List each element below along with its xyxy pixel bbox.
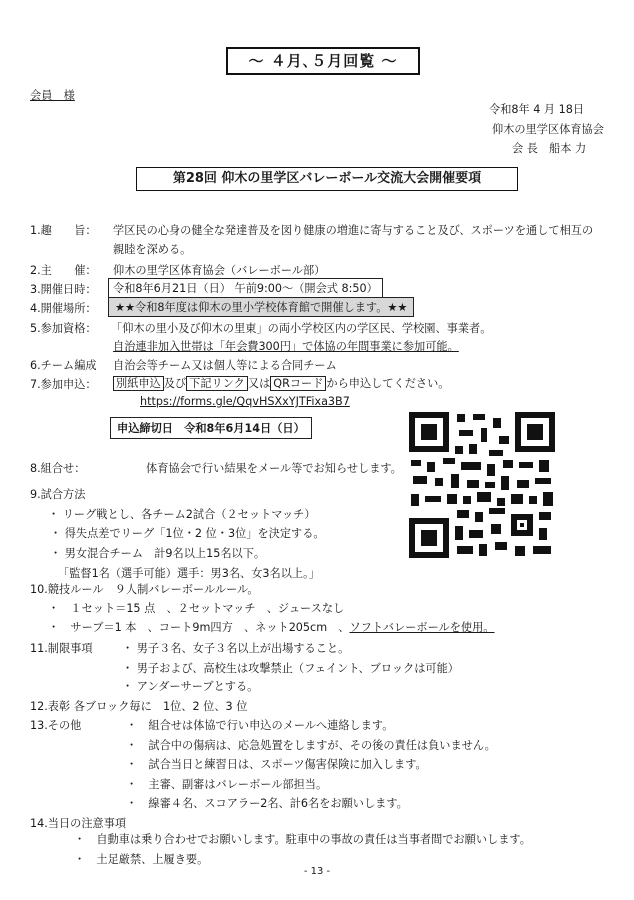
- s13-item: ・ 組合せは体協で行い申込のメールへ連絡します。: [126, 719, 394, 732]
- deadline-box: 申込締切日 令和8年6月14日（日）: [110, 417, 312, 439]
- s13-item: ・ 試合当日と練習日は、スポーツ傷害保険に加入します。: [126, 758, 427, 771]
- s13-item: ・ 試合中の傷病は、応急処置をしますが、その後の責任は負いません。: [126, 739, 496, 752]
- s11-label: 11.制限事項: [30, 642, 93, 655]
- s13-item: ・ 主審、副審はバレーボール部担当。: [126, 778, 328, 791]
- s5-label: 5.参加資格：: [30, 322, 97, 335]
- s1-label: 1.趣 旨：: [30, 224, 97, 237]
- s10-item: ・ １セット＝15 点 、２セットマッチ 、ジュースなし: [48, 602, 345, 615]
- s7-or: 又は: [247, 377, 271, 390]
- s7-qr-label: QRコード: [270, 376, 326, 391]
- s1-line2: 親睦を深める。: [113, 243, 192, 256]
- s10-serve-text: ・ サーブ＝1 本 、コート9m四方 、ネット205cm 、: [48, 621, 350, 634]
- qr-code-icon[interactable]: [407, 410, 557, 560]
- circular-banner: ～ ４月､５月回覧 ～: [226, 47, 420, 75]
- s7-apply-tail: から申込してください。: [326, 377, 450, 390]
- s4-text: ★★令和8年度は仰木の里小学校体育館で開催します。★★: [108, 297, 414, 317]
- s14-label: 14.当日の注意事項: [30, 817, 127, 830]
- s7-link: 下記リンク: [186, 376, 248, 391]
- s11-item: ・ 男子３名、女子３名以上が出場すること。: [122, 642, 350, 655]
- s10-item: [48, 619, 494, 635]
- s9-item: 「監督1名（選手可能）選手：男3名、女3名以上。」: [58, 567, 320, 580]
- organization: 仰木の里学区体育協会: [492, 123, 604, 136]
- chairperson: 会 長 船本 力: [512, 142, 587, 155]
- s13-label: 13.その他: [30, 719, 82, 732]
- s3-text: 令和8年6月21日（日） 午前9:00～（開会式 8:50）: [108, 278, 383, 298]
- issue-date: 令和8年 4 月 18日: [489, 103, 585, 116]
- apply-url-link[interactable]: https://forms.gle/QqvHSXxYJTFixa3B7: [140, 395, 350, 408]
- s2-text: 仰木の里学区体育協会（バレーボール部）: [113, 264, 326, 277]
- s12-label: 12.表彰 各ブロック毎に 1位、2 位、3 位: [30, 700, 248, 713]
- s7-form-sheet: 別紙申込: [113, 376, 164, 391]
- s6-text: 自治会等チーム又は個人等による合同チーム: [113, 359, 337, 372]
- s11-item: ・ 男子および、高校生は攻撃禁止（フェイント、ブロックは可能）: [122, 662, 459, 675]
- s9-item: ・ 得失点差でリーグ「1位・2 位・3位」を決定する。: [50, 527, 325, 540]
- s2-label: 2.主 催：: [30, 264, 97, 277]
- s9-item: ・ リーグ戦とし、各チーム2試合（２セットマッチ）: [48, 508, 316, 521]
- s14-item: ・ 自動車は乗り合わせでお願いします。駐車中の事故の責任は当事者間でお願いします。: [74, 833, 531, 846]
- s8-label: 8.組合せ：: [30, 462, 86, 475]
- s7-label: 7.参加申込：: [30, 378, 97, 391]
- page-number: - 13 -: [303, 866, 331, 877]
- document-title: 第28回 仰木の里学区バレーボール交流大会開催要項: [136, 167, 518, 191]
- s14-item: ・ 土足厳禁、上履き要。: [74, 853, 209, 866]
- s5-line2: 自治連非加入世帯は「年会費300円」で体協の年間事業に参加可能。: [113, 340, 459, 353]
- salutation: 会員 様: [30, 89, 75, 102]
- s6-label: 6.チーム編成: [30, 359, 97, 372]
- s7-and: 及び: [163, 377, 187, 390]
- s9-label: 9.試合方法: [30, 488, 86, 501]
- s7-apply-line: [113, 375, 450, 391]
- s8-text: 体育協会で行い結果をメール等でお知らせします。: [146, 462, 402, 475]
- s5-line1: 「仰木の里小及び仰木の里東」の両小学校区内の学区民、学校園、事業者。: [111, 322, 492, 335]
- s9-item: ・ 男女混合チーム 計9名以上15名以下。: [50, 547, 266, 560]
- s10-soft-ball: ソフトバレーボールを使用。: [349, 621, 495, 634]
- s4-label: 4.開催場所：: [30, 302, 97, 315]
- s10-label: 10.競技ルール ９人制バレーボールルール。: [30, 583, 259, 596]
- s11-item: ・ アンダーサーブとする。: [122, 680, 259, 693]
- s1-line1: 学区民の心身の健全な発達普及を図り健康の増進に寄与すること及び、スポーツを通して相互の: [113, 224, 594, 237]
- s3-label: 3.開催日時：: [30, 283, 97, 296]
- s13-item: ・ 線審４名、スコアラー2名、計6名をお願いします。: [126, 797, 408, 810]
